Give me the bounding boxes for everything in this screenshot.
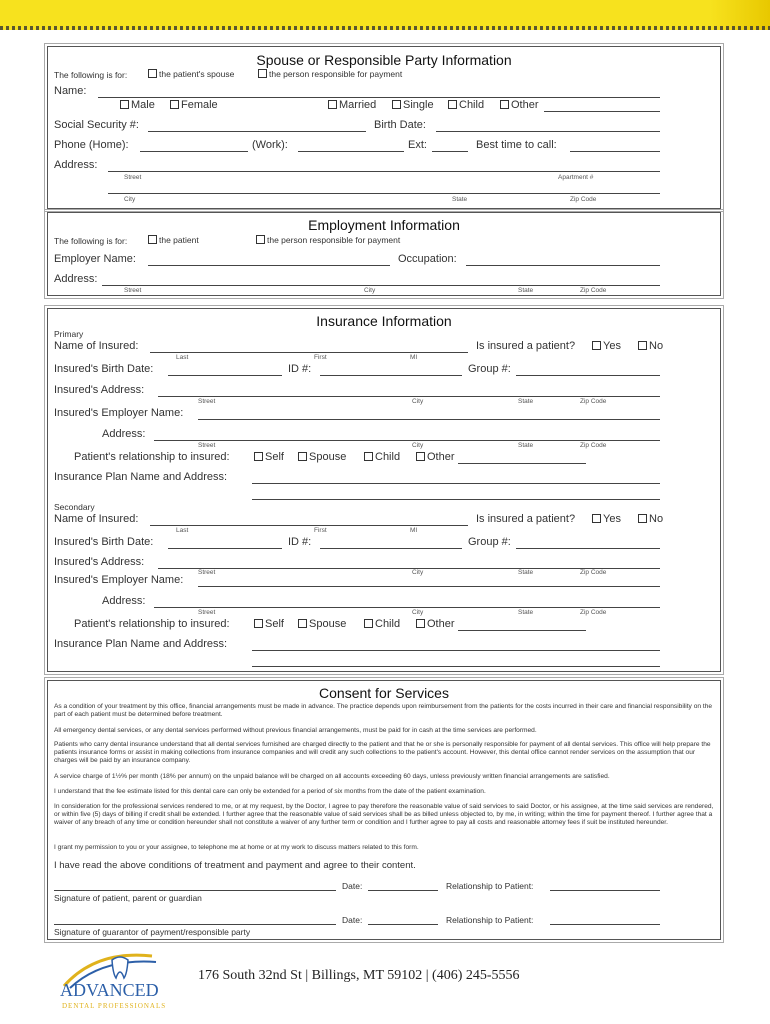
checkbox[interactable]: [120, 100, 129, 109]
p-city-caption: City: [412, 398, 424, 405]
footer-address: 176 South 32nd St | Billings, MT 59102 | (406) 245-5556: [198, 968, 520, 983]
p-address-field[interactable]: [158, 396, 660, 397]
s-name-label: Name of Insured:: [54, 513, 139, 525]
s-address-label: Insured's Address:: [54, 556, 145, 568]
checkbox[interactable]: [592, 341, 601, 350]
employer-label: Employer Name:: [54, 253, 136, 265]
consent-p7: I grant my permission to you or your assignee, to telephone me at home or at my work to discuss matters related to this form.: [54, 844, 419, 851]
s-rel-other[interactable]: [416, 618, 455, 630]
primary-label: Primary: [54, 329, 84, 339]
apartment-caption: Apartment #: [558, 174, 594, 181]
p-state-caption: State: [518, 398, 534, 405]
opt-responsible-label: the person responsible for payment: [269, 69, 403, 79]
tooth-logo-icon: [56, 946, 186, 1012]
p-rel-self[interactable]: [254, 451, 284, 463]
opt-responsible[interactable]: [258, 69, 402, 79]
p-emp-street-caption: Street: [198, 442, 216, 449]
p-zip-caption: Zip Code: [580, 398, 607, 405]
consent-p6: In consideration for the professional services rendered to me, or at my request, by the Doctor, I agree to pay therefore the reasonable value of said services to said Doctor, or his assignee, at the time said services are rendered, or within five (5) days of billing if credit shall be extended. I further agree that the reasonable value of said services shall be as billed unless objected to, by me, in writing; within the time for payment thereof. I further agree that a waiver of any breach of any time or condition hereunder shall not constitute a waiver of any further term or condition and I further agree to pay all costs and reasonable attorney fees if suit be instituted hereunder.: [54, 803, 714, 826]
opt-single[interactable]: [392, 99, 434, 111]
consent-p4: A service charge of 1½% per month (18% per annum) on the unpaid balance will be charged on all accounts exceeding 60 days, unless previously written financial arrangements are satisfied.: [54, 773, 610, 780]
emp-address-label: Address:: [54, 273, 98, 285]
city-caption: City: [124, 196, 136, 203]
s-no[interactable]: [638, 513, 663, 525]
female-label: Female: [181, 99, 218, 111]
opt-emp-responsible-label: the person responsible for payment: [267, 235, 401, 245]
checkbox[interactable]: [256, 235, 265, 244]
secondary-label: Secondary: [54, 502, 95, 512]
checkbox[interactable]: [416, 619, 425, 628]
p-employer-label: Insured's Employer Name:: [54, 407, 184, 419]
sig-guarantor-date-field[interactable]: [368, 924, 438, 925]
s-group-label: Group #:: [468, 536, 511, 548]
checkbox[interactable]: [392, 100, 401, 109]
consent-p1: As a condition of your treatment by this office, financial arrangements must be made in advance. The practice depends upon reimbursement from the patients for the costs incurred in their care and financial responsibility on the part of each patient must be determined before treatment.: [54, 703, 713, 718]
p-name-field[interactable]: [150, 352, 468, 353]
s-emp-state-caption: State: [518, 609, 534, 616]
s-emp-street-caption: Street: [198, 609, 216, 616]
opt-spouse[interactable]: [148, 69, 234, 79]
p-emp-address-field[interactable]: [154, 440, 660, 441]
opt-patient[interactable]: [148, 235, 199, 245]
sig-patient-rel-label: Relationship to Patient:: [446, 881, 534, 891]
p-id-field[interactable]: [320, 375, 462, 376]
address-city-field[interactable]: [108, 193, 660, 194]
p-birth-field[interactable]: [168, 375, 282, 376]
checkbox[interactable]: [258, 69, 267, 78]
s-is-patient-label: Is insured a patient?: [476, 513, 576, 525]
p-plan-field-2[interactable]: [252, 499, 660, 500]
opt-child[interactable]: [448, 99, 484, 111]
opt-married[interactable]: [328, 99, 376, 111]
s-emp-zip-caption: Zip Code: [580, 609, 607, 616]
emp-state-caption: State: [518, 287, 534, 294]
s-name-field[interactable]: [150, 525, 468, 526]
checkbox[interactable]: [328, 100, 337, 109]
p-name-label: Name of Insured:: [54, 340, 139, 352]
p-rel-self-label: Self: [265, 451, 284, 463]
p-last-caption: Last: [176, 354, 189, 361]
p-address-label: Insured's Address:: [54, 384, 145, 396]
checkbox[interactable]: [298, 619, 307, 628]
consent-title: Consent for Services: [319, 685, 449, 701]
p-emp-zip-caption: Zip Code: [580, 442, 607, 449]
p-employer-field[interactable]: [198, 419, 660, 420]
sig-patient-field[interactable]: [54, 890, 336, 891]
p-rel-other[interactable]: [416, 451, 455, 463]
s-state-caption: State: [518, 569, 534, 576]
s-rel-other-label: Other: [427, 618, 455, 630]
checkbox[interactable]: [364, 619, 373, 628]
sig-guarantor-date-label: Date:: [342, 915, 363, 925]
street-caption: Street: [124, 174, 142, 181]
s-rel-child[interactable]: [364, 618, 400, 630]
p-rel-spouse[interactable]: [298, 451, 346, 463]
birth-label: Birth Date:: [374, 119, 426, 131]
sig-patient-caption: Signature of patient, parent or guardian: [54, 893, 202, 903]
s-rel-child-label: Child: [375, 618, 401, 630]
s-birth-label: Insured's Birth Date:: [54, 536, 154, 548]
ssn-field[interactable]: [148, 131, 366, 132]
p-no-label: No: [649, 340, 664, 352]
consent-p5: I understand that the fee estimate listed for this dental care can only be extended for a period of six months from the date of the patient examination.: [54, 788, 486, 795]
ext-label: Ext:: [408, 139, 427, 151]
p-rel-spouse-label: Spouse: [309, 451, 347, 463]
s-emp-city-caption: City: [412, 609, 424, 616]
emp-address-field[interactable]: [102, 285, 660, 286]
s-birth-field[interactable]: [168, 548, 282, 549]
phone-home-label: Phone (Home):: [54, 139, 129, 151]
sig-guarantor-caption: Signature of guarantor of payment/responsible party: [54, 927, 251, 937]
male-label: Male: [131, 99, 155, 111]
other-field[interactable]: [544, 111, 660, 112]
checkbox[interactable]: [592, 514, 601, 523]
p-street-caption: Street: [198, 398, 216, 405]
other-label: Other: [511, 99, 539, 111]
s-employer-field[interactable]: [198, 586, 660, 587]
child-label: Child: [459, 99, 485, 111]
best-time-field[interactable]: [570, 151, 660, 152]
sig-patient-rel-field[interactable]: [550, 890, 660, 891]
consent-p2: All emergency dental services, or any dental services performed without previous financial arrangements, must be paid for in cash at the time services are performed.: [54, 727, 537, 734]
employer-field[interactable]: [148, 265, 390, 266]
s-rel-other-field[interactable]: [458, 630, 586, 631]
emp-street-caption: Street: [124, 287, 142, 294]
checkbox[interactable]: [170, 100, 179, 109]
s-plan-label: Insurance Plan Name and Address:: [54, 638, 228, 650]
emp-city-caption: City: [364, 287, 376, 294]
opt-female[interactable]: [170, 99, 218, 111]
company-logo: [56, 946, 186, 1012]
s-first-caption: First: [314, 527, 327, 534]
checkbox[interactable]: [416, 452, 425, 461]
zip-caption: Zip Code: [570, 196, 597, 203]
spouse-title: Spouse or Responsible Party Information: [256, 52, 512, 68]
sig-patient-date-label: Date:: [342, 881, 363, 891]
employment-section: [47, 212, 721, 296]
birth-field[interactable]: [436, 131, 660, 132]
opt-other[interactable]: [500, 99, 539, 111]
s-no-label: No: [649, 513, 664, 525]
employment-following-label: The following is for:: [54, 236, 128, 246]
s-mi-caption: MI: [410, 527, 418, 534]
emp-zip-caption: Zip Code: [580, 287, 607, 294]
ext-field[interactable]: [432, 151, 468, 152]
checkbox[interactable]: [448, 100, 457, 109]
s-relationship-label: Patient's relationship to insured:: [74, 618, 230, 630]
checkbox[interactable]: [148, 235, 157, 244]
s-emp-address-label: Address:: [102, 595, 146, 607]
s-zip-caption: Zip Code: [580, 569, 607, 576]
name-label: Name:: [54, 85, 87, 97]
p-emp-state-caption: State: [518, 442, 534, 449]
s-group-field[interactable]: [516, 548, 660, 549]
p-rel-other-label: Other: [427, 451, 455, 463]
sig-patient-date-field[interactable]: [368, 890, 438, 891]
s-emp-address-field[interactable]: [154, 607, 660, 608]
p-relationship-label: Patient's relationship to insured:: [74, 451, 230, 463]
opt-patient-label: the patient: [159, 235, 199, 245]
spouse-section: [47, 46, 721, 209]
s-yes-label: Yes: [603, 513, 621, 525]
checkbox[interactable]: [148, 69, 157, 78]
married-label: Married: [339, 99, 377, 111]
checkbox[interactable]: [364, 452, 373, 461]
s-rel-self-label: Self: [265, 618, 284, 630]
s-id-label: ID #:: [288, 536, 312, 548]
s-employer-label: Insured's Employer Name:: [54, 574, 184, 586]
s-last-caption: Last: [176, 527, 189, 534]
banner-dots: [0, 26, 770, 30]
checkbox[interactable]: [254, 452, 263, 461]
s-plan-field-1[interactable]: [252, 650, 660, 651]
employment-title: Employment Information: [308, 217, 460, 233]
p-yes-label: Yes: [603, 340, 621, 352]
p-id-label: ID #:: [288, 363, 312, 375]
p-yes[interactable]: [592, 340, 621, 352]
consent-section: [47, 680, 721, 940]
ssn-label: Social Security #:: [54, 119, 139, 131]
phone-work-label: (Work):: [252, 139, 288, 151]
p-plan-label: Insurance Plan Name and Address:: [54, 471, 228, 483]
s-rel-self[interactable]: [254, 618, 284, 630]
sig-guarantor-rel-label: Relationship to Patient:: [446, 915, 534, 925]
p-rel-other-field[interactable]: [458, 463, 586, 464]
p-no[interactable]: [638, 340, 663, 352]
checkbox[interactable]: [638, 341, 647, 350]
p-group-label: Group #:: [468, 363, 511, 375]
spouse-following-label: The following is for:: [54, 70, 128, 80]
p-mi-caption: MI: [410, 354, 418, 361]
opt-spouse-label: the patient's spouse: [159, 69, 235, 79]
p-plan-field-1[interactable]: [252, 483, 660, 484]
p-birth-label: Insured's Birth Date:: [54, 363, 154, 375]
consent-read: I have read the above conditions of treatment and payment and agree to their content.: [54, 860, 416, 871]
p-emp-city-caption: City: [412, 442, 424, 449]
sig-guarantor-field[interactable]: [54, 924, 336, 925]
checkbox[interactable]: [254, 619, 263, 628]
logo-text: ADVANCED: [60, 980, 159, 1000]
logo-sub: DENTAL PROFESSIONALS: [62, 1002, 167, 1010]
p-rel-child[interactable]: [364, 451, 400, 463]
p-group-field[interactable]: [516, 375, 660, 376]
phone-work-field[interactable]: [298, 151, 404, 152]
phone-home-field[interactable]: [140, 151, 248, 152]
consent-p3: Patients who carry dental insurance understand that all dental services furnished are charged directly to the patient and that he or she is personally responsible for payment of all dental services. This office will help prepare the patients insurance forms or assist in making collections from insurance companies and will credit any such collections to the patient's account. However, this dental office cannot render services on the assumption that our charges will be paid by an insurance company.: [54, 741, 711, 764]
s-city-caption: City: [412, 569, 424, 576]
checkbox[interactable]: [298, 452, 307, 461]
p-emp-address-label: Address:: [102, 428, 146, 440]
s-id-field[interactable]: [320, 548, 462, 549]
name-field[interactable]: [98, 97, 660, 98]
opt-male[interactable]: [120, 99, 155, 111]
checkbox[interactable]: [638, 514, 647, 523]
p-is-patient-label: Is insured a patient?: [476, 340, 576, 352]
single-label: Single: [403, 99, 434, 111]
state-caption: State: [452, 196, 468, 203]
sig-guarantor-rel-field[interactable]: [550, 924, 660, 925]
insurance-section: [47, 308, 721, 672]
p-first-caption: First: [314, 354, 327, 361]
s-rel-spouse-label: Spouse: [309, 618, 347, 630]
p-rel-child-label: Child: [375, 451, 401, 463]
top-banner: [0, 0, 770, 30]
s-street-caption: Street: [198, 569, 216, 576]
s-yes[interactable]: [592, 513, 621, 525]
s-plan-field-2[interactable]: [252, 666, 660, 667]
insurance-title: Insurance Information: [316, 313, 452, 329]
occupation-field[interactable]: [466, 265, 660, 266]
address-street-field[interactable]: [108, 171, 660, 172]
s-rel-spouse[interactable]: [298, 618, 346, 630]
address-label: Address:: [54, 159, 98, 171]
checkbox[interactable]: [500, 100, 509, 109]
occupation-label: Occupation:: [398, 253, 457, 265]
opt-emp-responsible[interactable]: [256, 235, 400, 245]
best-time-label: Best time to call:: [476, 139, 557, 151]
